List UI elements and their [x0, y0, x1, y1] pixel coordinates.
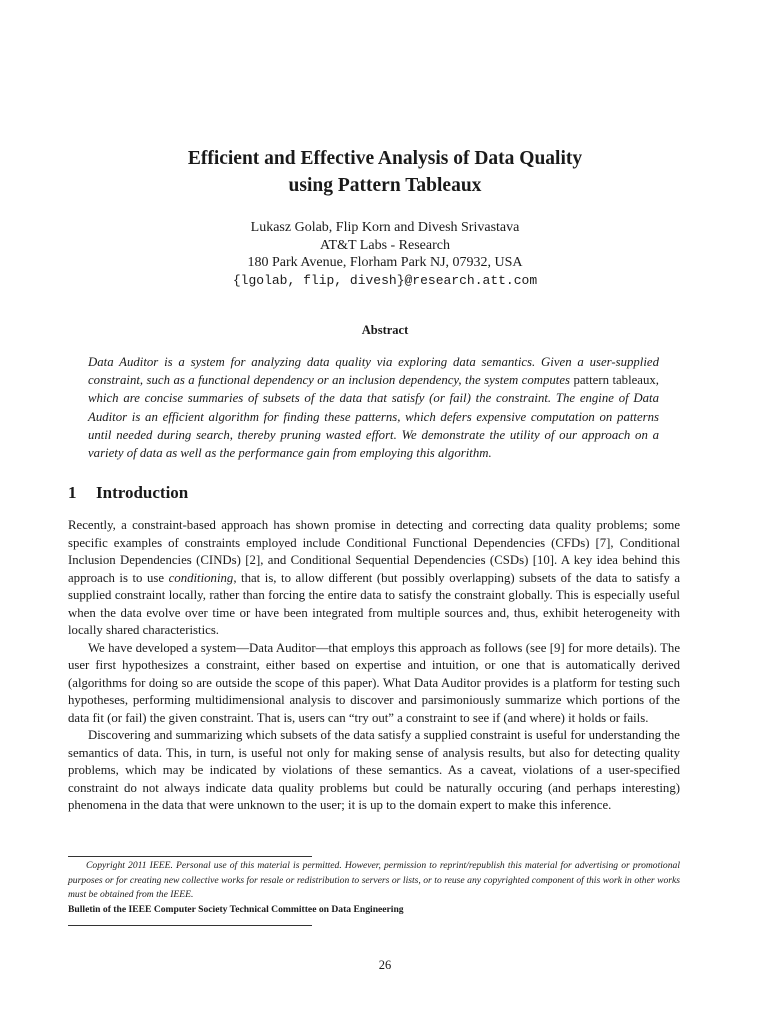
author-affiliation: AT&T Labs - Research [320, 237, 450, 253]
bulletin-line: Bulletin of the IEEE Computer Society Technical Committee on Data Engineering [68, 903, 404, 915]
section-heading [68, 483, 188, 503]
section-number: 1 [68, 483, 77, 502]
paragraph-1 [68, 517, 680, 640]
title-line-1: Efficient and Effective Analysis of Data Quality [187, 148, 583, 169]
section-title: Introduction [96, 483, 189, 502]
footnote-rule-bottom [68, 925, 312, 926]
paper-title [0, 145, 770, 199]
paragraph-3: Discovering and summarizing which subsets of the data satisfy a supplied constraint is useful for understanding the semantics of data. This, in turn, is useful not only for making sense of analysis results, but also for detecting quality problems, which may be indicated by violations of these semantics. As a caveat, violations of a user-specified constraint do not always indicate data quality problems but could be naturally occuring (and perhaps interesting) phenomena in the data that were unknown to the user; it is up to the domain expert to make this inference. [68, 728, 680, 812]
title-line-2: using Pattern Tableaux [288, 175, 482, 196]
abstract-part-2: , which are concise summaries of subsets of the data that satisfy (or fail) the constraint. The engine of Data Auditor is an efficient algorithm for finding these patterns, which defers expensive computation on patterns until needed during search, thereby pruning wasted effort. We demonstrate the utility of our approach on a variety of data as well as the performance gain from employing this algorithm. [88, 373, 659, 461]
author-address: 180 Park Avenue, Florham Park NJ, 07932, USA [247, 255, 523, 270]
footnote [68, 859, 680, 917]
paragraph-1-part-b: , that is, to allow different (but possibly overlapping) subsets of the data to satisfy a supplied constraint locally, rather than forcing the entire data to satisfy the constraint globally. This is especially useful when the data evolve over time or have been integrated from multiple sources and, thus, exhibit heterogeneity with locally shared characteristics. [68, 570, 680, 637]
copyright-notice: Copyright 2011 IEEE. Personal use of this material is permitted. However, permission to reprint/republish this material for advertising or promotional purposes or for creating new collective works for resale or redistribution to servers or lists, or to reuse any copyrighted component of this work in other works must be obtained from the IEEE. [68, 860, 680, 901]
author-block [0, 219, 770, 289]
paragraph-2: We have developed a system—Data Auditor—that employs this approach as follows (see [9] for more details). The user first hypothesizes a constraint, either based on expertise and intuition, or one that is automatically derived (algorithms for doing so are outside the scope of this paper). What Data Auditor provides is a platform for testing such hypotheses, performing multidimensional analysis to discover and parsimoniously summarize which portions of the data fit (or fail) the given constraint. That is, users can “try out” a constraint to see if (and where) it holds or fails. [68, 640, 680, 725]
abstract-heading: Abstract [361, 323, 409, 337]
author-names: Lukasz Golab, Flip Korn and Divesh Srivastava [250, 220, 520, 235]
author-email: {lgolab, flip, divesh}@research.att.com [232, 272, 538, 288]
abstract-body [88, 353, 659, 462]
paragraph-1-part-a: Recently, a constraint-based approach has shown promise in detecting and correcting data quality problems; some specific examples of constraints employed include Conditional Functional Dependencies (CFDs) [7], Conditional Inclusion Dependencies (CINDs) [2], and Conditional Sequential Dependencies (CSDs) [10]. A key idea behind this approach is to use [68, 518, 680, 585]
paragraph-1-term: conditioning [168, 570, 234, 585]
section-body [68, 517, 680, 815]
abstract-term: pattern tableaux [573, 373, 656, 388]
abstract-part-1: Data Auditor is a system for analyzing data quality via exploring data semantics. Given a user-supplied constraint, such as a functional dependency or an inclusion dependency, the system computes [88, 355, 659, 388]
page-number: 26 [378, 958, 392, 972]
footnote-rule-top [68, 856, 312, 857]
